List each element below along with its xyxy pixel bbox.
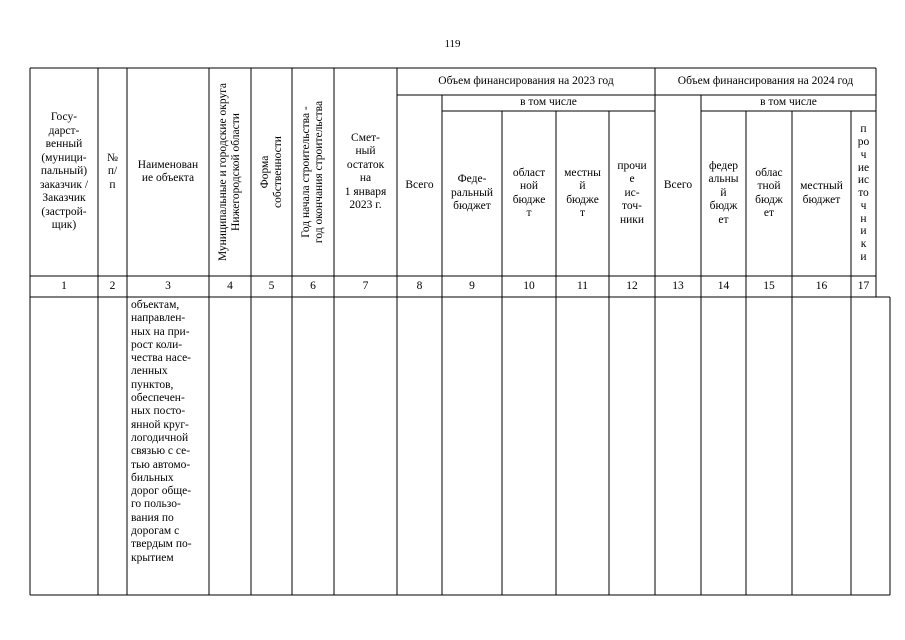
header-2024-other: п ро ч ие ис то ч н и к и [857,123,870,264]
column-number: 11 [576,279,589,292]
header-customer: Госу- дарст- венный (муници- пальный) заказчик / Заказчик (застрой- щик) [39,111,89,232]
column-number: 3 [165,279,171,292]
column-number: 8 [416,279,423,292]
header-2024-federal: федер альны й бюдж ет [708,159,739,226]
column-number: 10 [523,279,535,292]
column-number: 15 [763,279,775,292]
header-funding-2024-title: Объем финансирования на 2024 год [677,74,854,87]
header-2023-federal: Феде- ральный бюджет [451,173,493,213]
column-number: 14 [717,279,730,292]
column-number: 2 [109,279,116,292]
column-number: 1 [61,279,67,292]
header-ownership-form: Форма собственности [258,136,284,208]
column-number: 17 [857,279,870,292]
header-2023-total: Всего [405,178,434,191]
header-2024-regional: облас тной бюдж ет [755,166,783,219]
header-2024-local: местный бюджет [800,180,843,206]
header-2023-other: прочи е ис- точ- ники [617,159,647,226]
header-estimate-balance: Смет- ный остаток на 1 января 2023 г. [344,131,387,211]
header-municipality-cell [209,68,251,276]
header-years-cell [292,68,334,276]
header-2023-local: местны й бюдже т [564,166,601,219]
header-2024-total: Всего [663,178,693,191]
header-funding-2023-title: Объем финансирования на 2023 год [438,74,614,87]
header-ownership-cell [251,68,292,276]
column-number: 4 [227,279,233,292]
header-municipality: Муниципальные и городские округа Нижегородской области [217,82,242,262]
column-number: 6 [310,279,316,292]
header-object-name: Наименован ие объекта [137,158,199,184]
column-number: 5 [268,279,275,292]
page-number: 119 [444,38,461,50]
column-number: 9 [469,279,475,292]
column-number: 16 [815,279,828,292]
column-number: 7 [362,279,369,292]
row-object-name: объектам, направлен- ных на при- рост коли- чества насе- ленных пунктов, обеспечен- ных посто- янной круг- логодичной связью с се- тью автомо- бильных дорог обще- го пользо- вания по дорогам с твердым по- крытием [131,299,192,564]
header-number: № п/ п [107,151,118,191]
column-number: 13 [672,279,684,292]
header-construction-years: Год начала строительства - год окончания строительства [300,100,325,244]
header-2024-including: в том числе [760,96,817,109]
column-number: 12 [626,279,638,292]
header-2023-regional: област ной бюдже т [512,166,546,219]
header-2023-including: в том числе [520,96,577,109]
